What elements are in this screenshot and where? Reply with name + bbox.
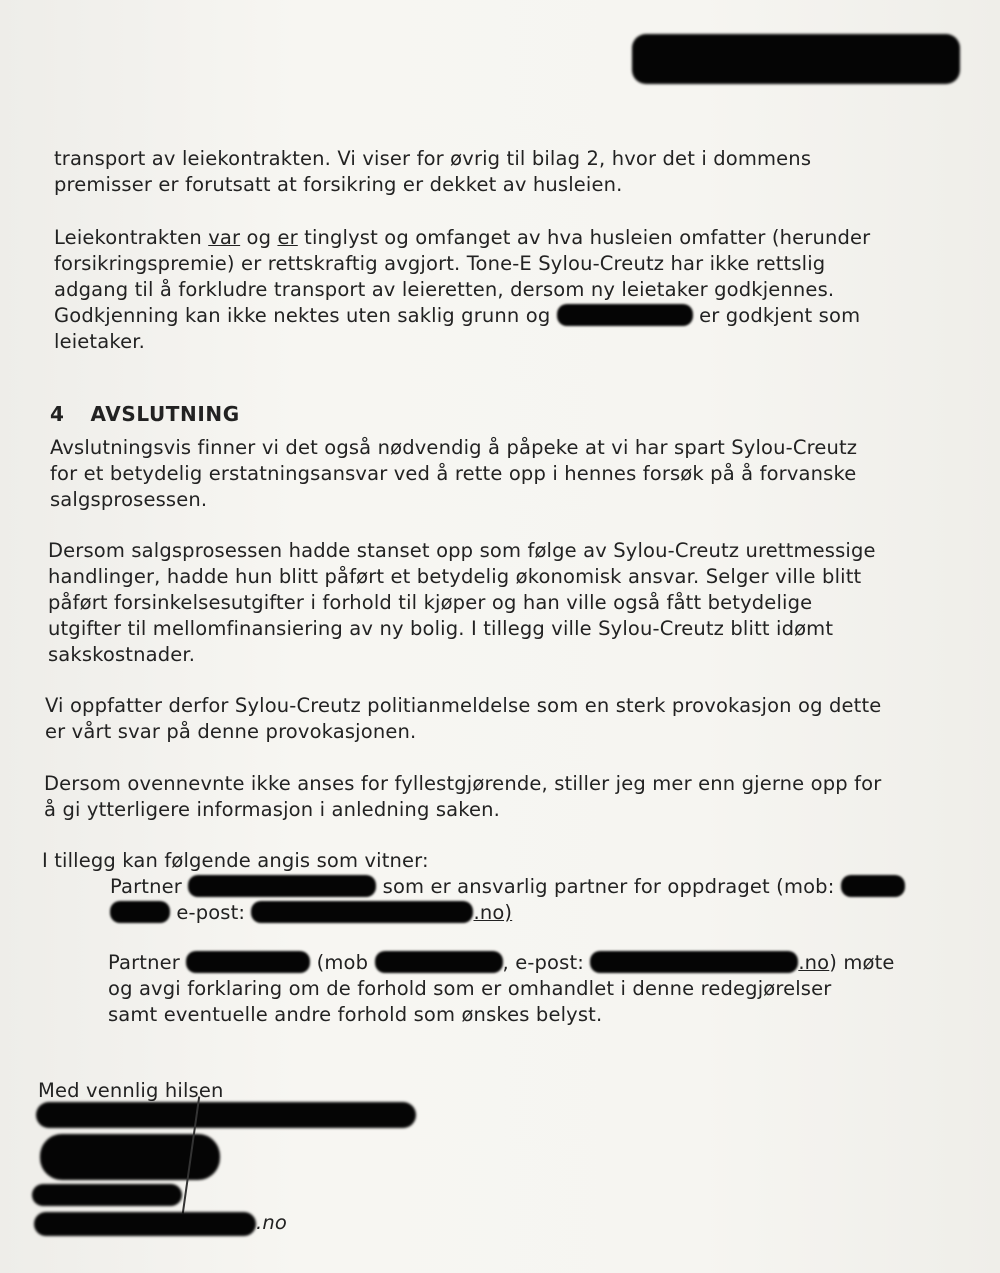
text-span: og [240, 226, 278, 249]
redacted-signer-name [32, 1184, 182, 1206]
underlined-word: er [277, 226, 298, 249]
redacted-email [590, 951, 798, 973]
redacted-signer-email [34, 1212, 256, 1236]
closing-paragraph-3 [45, 693, 881, 745]
text-line: transport av leiekontrakten. Vi viser for øvrig til bilag 2, hvor det i dommens [54, 147, 812, 170]
text-line [108, 950, 895, 976]
text-span: tinglyst og omfanget av hva husleien omfatter (herunder [297, 226, 871, 249]
redacted-header [632, 34, 960, 84]
greeting [38, 1078, 223, 1104]
text-line: utgifter til mellomfinansiering av ny bolig. I tillegg ville Sylou-Creutz blitt idømt [48, 617, 834, 640]
redacted-firm-name [36, 1102, 416, 1128]
text-line: premisser er forutsatt at forsikring er dekket av husleien. [54, 173, 623, 196]
text-line: leietaker. [54, 330, 145, 353]
redacted-phone [110, 901, 170, 923]
witness-2 [108, 950, 895, 1028]
text-span: e-post: [176, 901, 252, 924]
redacted-phone [375, 951, 503, 973]
text-line: samt eventuelle andre forhold som ønskes belyst. [108, 1003, 603, 1026]
text-line: I tillegg kan følgende angis som vitner: [42, 849, 429, 872]
email-domain: .no) [473, 901, 513, 924]
text-line: salgsprosessen. [50, 488, 208, 511]
text-line: påført forsinkelsesutgifter i forhold til kjøper og han ville også fått betydelige [48, 591, 813, 614]
text-line [110, 874, 905, 900]
text-line: å gi ytterligere informasjon i anledning saken. [44, 798, 500, 821]
text-span: er godkjent som [692, 304, 861, 327]
text-line: Avslutningsvis finner vi det også nødvendig å påpeke at vi har spart Sylou-Creutz [50, 436, 858, 459]
text-line [54, 303, 870, 329]
text-line: Dersom ovennevnte ikke anses for fyllestgjørende, stiller jeg mer enn gjerne opp for [44, 772, 882, 795]
text-span: Leiekontrakten [54, 226, 209, 249]
text-line [54, 225, 870, 251]
text-span: Partner [110, 875, 189, 898]
section-heading [50, 402, 240, 426]
text-span: , e-post: [502, 951, 591, 974]
redacted-name [188, 875, 376, 897]
underlined-word: var [208, 226, 241, 249]
text-line: er vårt svar på denne provokasjonen. [45, 720, 417, 743]
section-title: AVSLUTNING [90, 402, 240, 426]
text-line: handlinger, hadde hun blitt påført et betydelig økonomisk ansvar. Selger ville blitt [48, 565, 862, 588]
text-line: og avgi forklaring om de forhold som er omhandlet i denne redegjørelser [108, 977, 832, 1000]
redacted-email [251, 901, 473, 923]
email-domain: .no [798, 951, 830, 974]
witness-1 [110, 874, 905, 926]
witness-intro [42, 848, 429, 874]
continuation-paragraph [54, 146, 811, 198]
redacted-name [186, 951, 310, 973]
email-suffix [256, 1210, 287, 1236]
text-line [110, 900, 905, 926]
text-span: ) møte [829, 951, 895, 974]
closing-paragraph-1 [50, 435, 857, 513]
text-line: sakskostnader. [48, 643, 196, 666]
closing-paragraph-2 [48, 538, 876, 668]
text-line: Dersom salgsprosessen hadde stanset opp som følge av Sylou-Creutz urettmessige [48, 539, 876, 562]
text-line: adgang til å forkludre transport av leieretten, dersom ny leietaker godkjennes. [54, 278, 835, 301]
text-span: (mob [310, 951, 375, 974]
text-line: Vi oppfatter derfor Sylou-Creutz politianmeldelse som en sterk provokasjon og dette [45, 694, 882, 717]
redacted-phone [841, 875, 905, 897]
section-number: 4 [50, 402, 65, 426]
text-span: Partner [108, 951, 187, 974]
redacted-name [557, 304, 693, 326]
text-span: Godkjenning kan ikke nektes uten saklig grunn og [54, 304, 557, 327]
text-line: Med vennlig hilsen [38, 1079, 224, 1102]
text-line: .no [256, 1211, 287, 1234]
lease-paragraph [54, 225, 870, 355]
text-span: som er ansvarlig partner for oppdraget (mob: [376, 875, 841, 898]
text-line: forsikringspremie) er rettskraftig avgjort. Tone-E Sylou-Creutz har ikke rettslig [54, 252, 826, 275]
text-line: for et betydelig erstatningsansvar ved å rette opp i hennes forsøk på å forvanske [50, 462, 857, 485]
closing-paragraph-4 [44, 771, 881, 823]
